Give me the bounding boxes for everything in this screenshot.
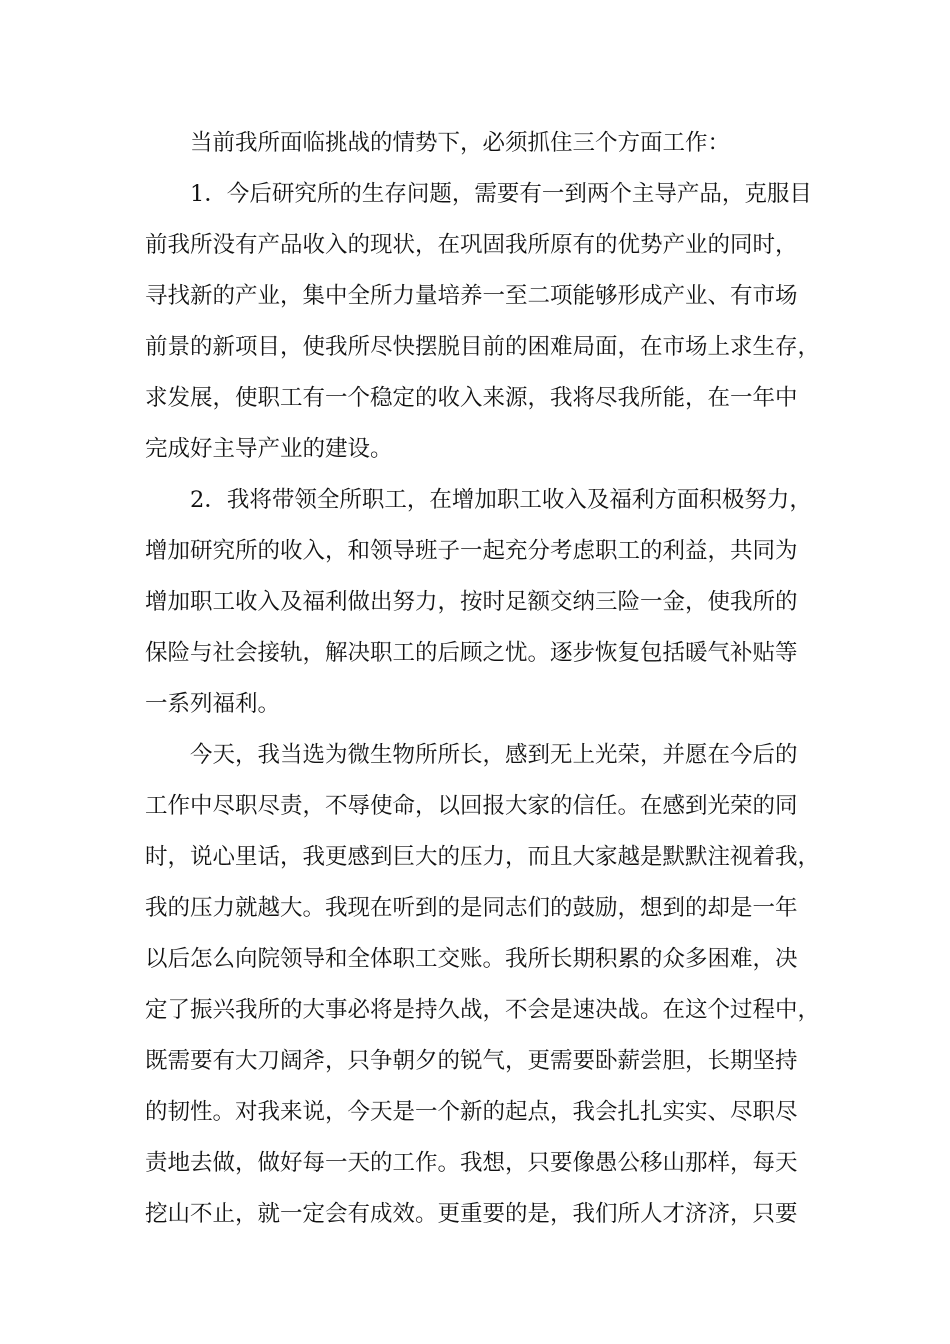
text-line: 增加职工收入及福利做出努力，按时足额交纳三险一金，使我所的 <box>145 589 798 615</box>
text-line: 1．今后研究所的生存问题，需要有一到两个主导产品，克服目 <box>190 181 812 207</box>
text-line: 定了振兴我所的大事必将是持久战，不会是速决战。在这个过程中， <box>145 997 821 1023</box>
text-line: 以后怎么向院领导和全体职工交账。我所长期积累的众多困难，决 <box>145 946 798 972</box>
text-line: 挖山不止，就一定会有成效。更重要的是，我们所人才济济，只要 <box>145 1201 798 1227</box>
text-line: 求发展，使职工有一个稳定的收入来源，我将尽我所能，在一年中 <box>145 385 798 411</box>
text-line: 今天，我当选为微生物所所长，感到无上光荣，并愿在今后的 <box>190 742 798 768</box>
text-line: 我的压力就越大。我现在听到的是同志们的鼓励，想到的却是一年 <box>145 895 798 921</box>
text-line: 完成好主导产业的建设。 <box>145 436 393 462</box>
paragraph-intro <box>145 118 820 169</box>
text-line: 的韧性。对我来说，今天是一个新的起点，我会扎扎实实、尽职尽 <box>145 1099 798 1125</box>
paragraph-item-2 <box>145 475 820 730</box>
paragraph-speech <box>145 730 820 1291</box>
text-line: 增加研究所的收入，和领导班子一起充分考虑职工的利益，共同为 <box>145 538 798 564</box>
text-line: 时，说心里话，我更感到巨大的压力，而且大家越是默默注视着我， <box>145 844 821 870</box>
document-body <box>145 118 820 1291</box>
text-line: 既需要有大刀阔斧，只争朝夕的锐气，更需要卧薪尝胆，长期坚持 <box>145 1048 798 1074</box>
text-line: 前景的新项目，使我所尽快摆脱目前的困难局面，在市场上求生存， <box>145 334 821 360</box>
text-line: 寻找新的产业，集中全所力量培养一至二项能够形成产业、有市场 <box>145 283 798 309</box>
text-line: 工作中尽职尽责，不辱使命，以回报大家的信任。在感到光荣的同 <box>145 793 798 819</box>
text-line: 责地去做，做好每一天的工作。我想，只要像愚公移山那样，每天 <box>145 1150 798 1176</box>
text-line: 当前我所面临挑战的情势下，必须抓住三个方面工作： <box>190 130 731 156</box>
text-line: 前我所没有产品收入的现状，在巩固我所原有的优势产业的同时， <box>145 232 798 258</box>
text-line <box>145 1240 820 1291</box>
text-line: 2．我将带领全所职工，在增加职工收入及福利方面积极努力， <box>190 487 812 513</box>
text-line: 保险与社会接轨，解决职工的后顾之忧。逐步恢复包括暖气补贴等 <box>145 640 798 666</box>
paragraph-item-1 <box>145 169 820 475</box>
text-line: 一系列福利。 <box>145 691 281 717</box>
